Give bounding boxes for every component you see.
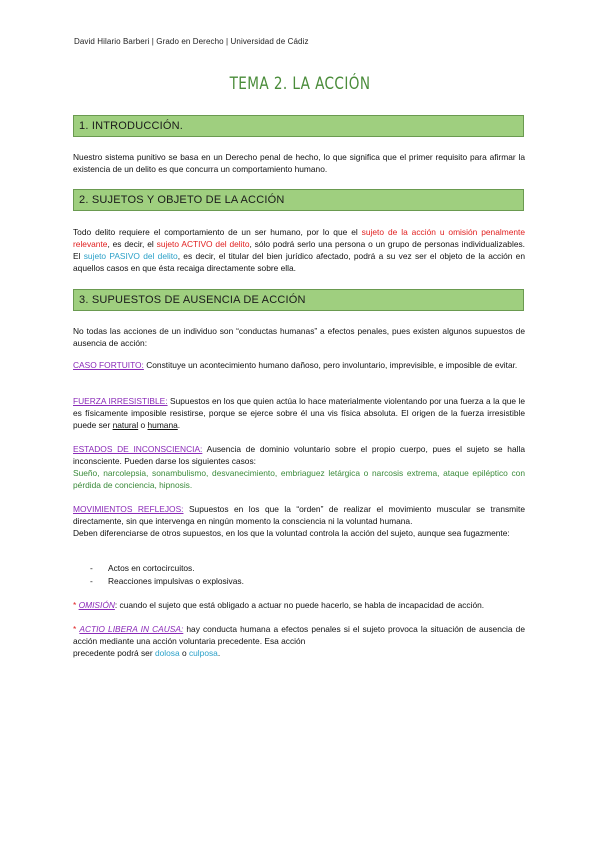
actio-libera-label: ACTIO LIBERA IN CAUSA:	[79, 624, 184, 634]
intro-paragraph: Nuestro sistema punitivo se basa en un Derecho penal de hecho, lo que significa que el primer requisito para afirmar la existencia de un delito es que concurra un comportamiento humano.	[73, 152, 525, 174]
sujeto-accion-highlight: sujeto de la acción u omisión penalmente relevante	[73, 227, 525, 249]
section-heading-introduccion: 1. INTRODUCCIÓN.	[73, 115, 524, 137]
omision-label: OMISIÓN	[78, 600, 115, 610]
list-item: - Reacciones impulsivas o explosivas.	[90, 576, 244, 586]
movimientos-reflejos-paragraph: MOVIMIENTOS REFLEJOS: Supuestos en los que la “orden” de realizar el movimiento muscular se transmite directamente, sin que intervenga en ningún momento la consciencia ni la voluntad humana. Deben diferenciarse de otros supuestos, en los que la voluntad controla la acción del sujeto, aunque sea fugazmente:	[73, 504, 525, 538]
movimientos-reflejos-label: MOVIMIENTOS REFLEJOS:	[73, 504, 184, 514]
estados-casos-list: Sueño, narcolepsia, sonambulismo, desvanecimiento, embriaguez letárgica o narcosis extrema, ataque epiléptico con pérdida de conciencia, hipnosis.	[73, 468, 525, 490]
fuerza-irresistible-label: FUERZA IRRESISTIBLE:	[73, 396, 168, 406]
actio-libera-paragraph: * ACTIO LIBERA IN CAUSA: hay conducta humana a efectos penales si el sujeto provoca la situación de ausencia de acción mediante una acción voluntaria precedente. Esa acción precedente podrá ser dolosa o culposa.	[73, 624, 525, 658]
supuestos-intro-paragraph: No todas las acciones de un individuo son “conductas humanas” a efectos penales, pues existen algunos supuestos de ausencia de acción:	[73, 326, 525, 348]
culposa-highlight: culposa	[188, 648, 218, 658]
estados-inconsciencia-paragraph: ESTADOS DE INCONSCIENCIA: Ausencia de dominio voluntario sobre el propio cuerpo, pues el sujeto se halla inconsciente. Pueden darse los siguientes casos: Sueño, narcolepsia, sonambulismo, desvanecimiento, embriaguez letárgica o narcosis extrema, ataque epiléptico con pérdida de conciencia, hipnosis.	[73, 444, 525, 490]
estados-inconsciencia-label: ESTADOS DE INCONSCIENCIA:	[73, 444, 203, 454]
fuerza-irresistible-paragraph: FUERZA IRRESISTIBLE: Supuestos en los que quien actúa lo hace materialmente violentando por una fuerza a la que le es físicamente imposible resistirse, porque se ejerce sobre él una vis física absoluta. El origen de la fuerza irresistible puede ser natural o humana.	[73, 396, 525, 430]
caso-fortuito-paragraph: CASO FORTUITO: Constituye un acontecimiento humano dañoso, pero involuntario, imprevisible, e imposible de evitar.	[73, 360, 518, 370]
sujetos-paragraph: Todo delito requiere el comportamiento de un ser humano, por lo que el sujeto de la acción u omisión penalmente relevante, es decir, el sujeto ACTIVO del delito, sólo podrá serlo una persona o un grupo de personas individualizables. El sujeto PASIVO del delito, es decir, el titular del bien jurídico afectado, podrá a su vez ser el objeto de la acción en aquellos casos en que ésta recaiga directamente sobre ella.	[73, 227, 525, 273]
list-item: - Actos en cortocircuitos.	[90, 563, 195, 573]
section-heading-sujetos: 2. SUJETOS Y OBJETO DE LA ACCIÓN	[73, 189, 524, 211]
caso-fortuito-label: CASO FORTUITO:	[73, 360, 144, 370]
section-heading-supuestos: 3. SUPUESTOS DE AUSENCIA DE ACCIÓN	[73, 289, 524, 311]
page-title: TEMA 2. LA ACCIÓN	[229, 74, 371, 94]
omision-paragraph: * OMISIÓN: cuando el sujeto que está obligado a actuar no puede hacerlo, se habla de incapacidad de acción.	[73, 600, 485, 610]
sujeto-pasivo-highlight: sujeto PASIVO del delito	[83, 251, 178, 261]
bullet-list	[90, 562, 510, 588]
dolosa-highlight: dolosa	[154, 648, 180, 658]
sujeto-activo-highlight: sujeto ACTIVO del delito	[156, 239, 250, 249]
page-header: David Hilario Barberi | Grado en Derecho | Universidad de Cádiz	[74, 37, 309, 46]
